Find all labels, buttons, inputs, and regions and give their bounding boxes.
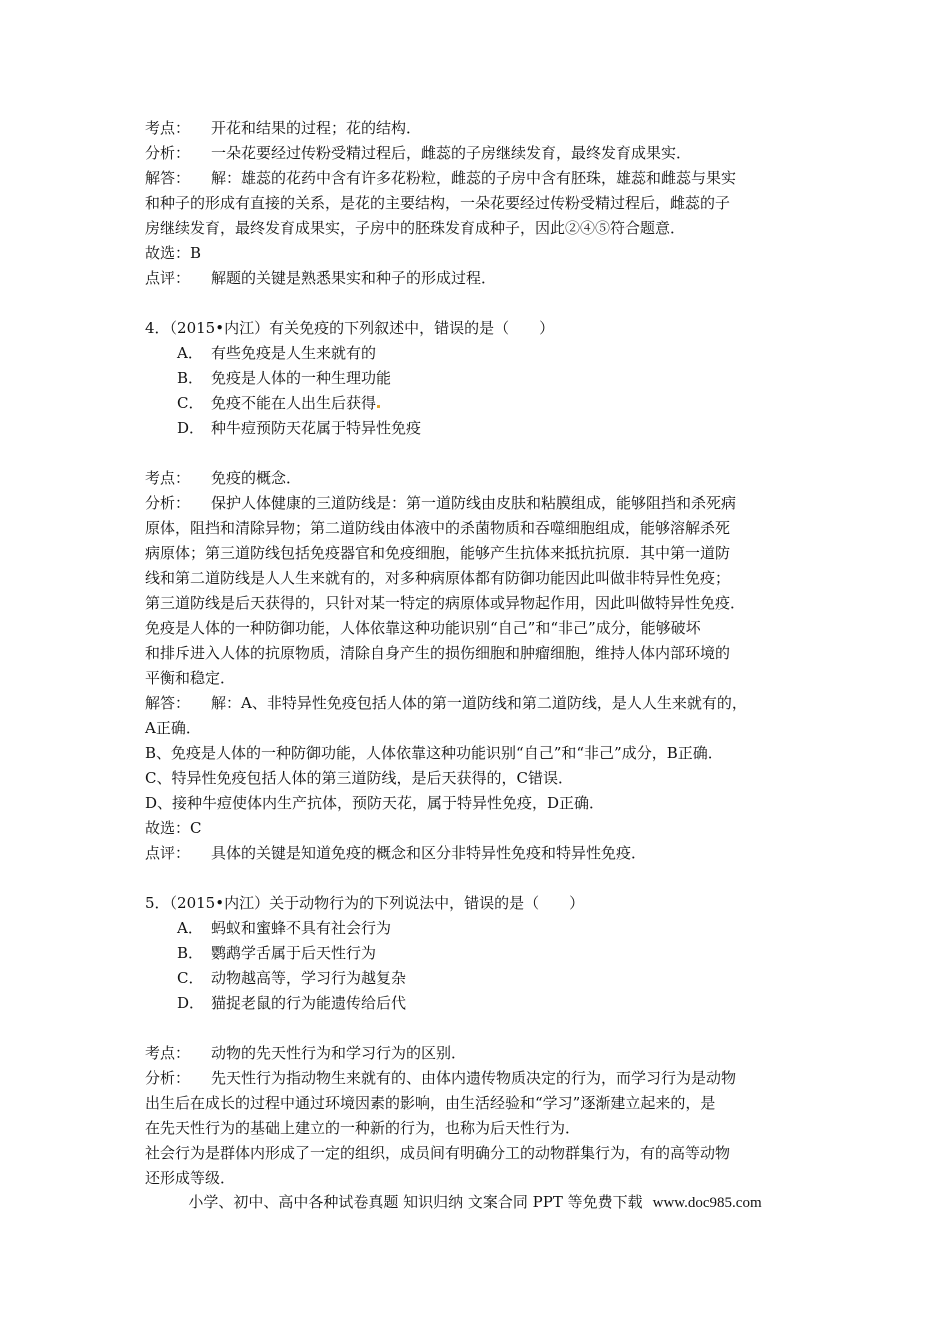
q3-jieda-label: 解答：: [145, 169, 191, 187]
q5-option-b: [145, 941, 810, 966]
q5-fenxi-line: 出生后在成长的过程中通过环境因素的影响，由生活经验和“学习”逐渐建立起来的，是: [145, 1094, 716, 1112]
q4-jieda-label: 解答：: [145, 694, 191, 712]
q4-jieda-line: 解：A、非特异性免疫包括人体的第一道防线和第二道防线，是人人生来就有的，: [211, 694, 747, 712]
option-text: 蚂蚁和蜜蜂不具有社会行为: [211, 919, 392, 937]
q4-fenxi-line: 平衡和稳定．: [145, 669, 236, 687]
option-text: 猫捉老鼠的行为能遗传给后代: [211, 994, 407, 1012]
q3-jieda-line: 解：雄蕊的花药中含有许多花粉粒，雌蕊的子房中含有胚珠，雄蕊和雌蕊与果实: [211, 169, 737, 187]
option-letter: D．: [177, 994, 205, 1012]
option-letter: A．: [177, 344, 203, 362]
q5-option-a: [145, 916, 810, 941]
q3-kaodian-label: 考点：: [145, 119, 191, 137]
q4-fenxi-line: 第三道防线是后天获得的，只针对某一特定的病原体或异物起作用，因此叫做特异性免疫．: [145, 594, 746, 612]
q3-kaodian: [145, 116, 810, 141]
q4-fenxi-label: 分析：: [145, 494, 191, 512]
option-letter: C．: [177, 394, 204, 412]
q4-option-b: [145, 366, 810, 391]
q3-fenxi: [145, 141, 810, 166]
q4-dianping-label: 点评：: [145, 844, 191, 862]
q3-fenxi-label: 分析：: [145, 144, 191, 162]
q5-fenxi: [145, 1066, 810, 1091]
option-text: 免疫不能在人出生后获得: [211, 394, 377, 412]
cursor-mark-icon: [377, 405, 380, 408]
q5-fenxi-label: 分析：: [145, 1069, 191, 1087]
option-letter: D．: [177, 419, 205, 437]
q5-fenxi-line: 还形成等级．: [145, 1169, 236, 1187]
q3-jieda-line: 房继续发育，最终发育成果实，子房中的胚珠发育成种子，因此②④⑤符合题意．: [145, 219, 686, 237]
q4-answer: 故选：C: [145, 819, 202, 837]
q3-dianping-label: 点评：: [145, 269, 191, 287]
option-letter: B．: [177, 944, 204, 962]
q4-fenxi-line: 病原体；第三道防线包括免疫器官和免疫细胞，能够产生抗体来抵抗抗原．其中第一道防: [145, 544, 731, 562]
page-footer: [0, 1190, 950, 1216]
q4-jieda-line: D、接种牛痘使体内生产抗体，预防天花，属于特异性免疫，D正确．: [145, 794, 605, 812]
q4-jieda-line: A正确．: [145, 719, 201, 737]
option-letter: B．: [177, 369, 204, 387]
footer-text: 小学、初中、高中各种试卷真题 知识归纳 文案合同 PPT 等免费下载: [188, 1193, 643, 1211]
q4-fenxi-line: 免疫是人体的一种防御功能，人体依靠这种功能识别“自己”和“非己”成分，能够破坏: [145, 619, 701, 637]
q3-fenxi-text: 一朵花要经过传粉受精过程后，雌蕊的子房继续发育，最终发育成果实．: [211, 144, 692, 162]
document-page: [145, 116, 810, 1191]
q4-option-a: [145, 341, 810, 366]
q5-fenxi-line: 在先天性行为的基础上建立的一种新的行为，也称为后天性行为．: [145, 1119, 581, 1137]
q4-fenxi-line: 保护人体健康的三道防线是：第一道防线由皮肤和粘膜组成，能够阻挡和杀死病: [211, 494, 737, 512]
q4-option-c: [145, 391, 810, 416]
option-text: 动物越高等，学习行为越复杂: [211, 969, 407, 987]
q4-kaodian-text: 免疫的概念．: [211, 469, 302, 487]
q3-dianping: [145, 266, 810, 291]
q4-dianping-text: 具体的关键是知道免疫的概念和区分非特异性免疫和特异性免疫．: [211, 844, 647, 862]
q5-kaodian: [145, 1041, 810, 1066]
q4-jieda-line: C、特异性免疫包括人体的第三道防线，是后天获得的，C错误．: [145, 769, 573, 787]
q4-dianping: [145, 841, 810, 866]
q4-kaodian: [145, 466, 810, 491]
q4-fenxi-line: 原体，阻挡和清除异物；第二道防线由体液中的杀菌物质和吞噬细胞组成，能够溶解杀死: [145, 519, 731, 537]
q5-option-c: [145, 966, 810, 991]
option-text: 鹦鹉学舌属于后天性行为: [211, 944, 377, 962]
q5-fenxi-line: 先天性行为指动物生来就有的、由体内遗传物质决定的行为，而学习行为是动物: [211, 1069, 737, 1087]
q4-kaodian-label: 考点：: [145, 469, 191, 487]
q3-dianping-text: 解题的关键是熟悉果实和种子的形成过程．: [211, 269, 497, 287]
q3-kaodian-text: 开花和结果的过程；花的结构．: [211, 119, 422, 137]
footer-url[interactable]: www.doc985.com: [652, 1195, 762, 1211]
q4-stem: 4．（2015•内江）有关免疫的下列叙述中，错误的是（ ）: [145, 319, 555, 337]
q4-fenxi-line: 线和第二道防线是人人生来就有的，对多种病原体都有防御功能因此叫做非特异性免疫；: [145, 569, 731, 587]
q5-kaodian-label: 考点：: [145, 1044, 191, 1062]
q3-answer: 故选：B: [145, 244, 202, 262]
option-text: 种牛痘预防天花属于特异性免疫: [211, 419, 422, 437]
q4-fenxi-line: 和排斥进入人体的抗原物质，清除自身产生的损伤细胞和肿瘤细胞，维持人体内部环境的: [145, 644, 731, 662]
option-letter: C．: [177, 969, 204, 987]
q5-stem: 5．（2015•内江）关于动物行为的下列说法中，错误的是（ ）: [145, 894, 585, 912]
q5-kaodian-text: 动物的先天性行为和学习行为的区别．: [211, 1044, 467, 1062]
option-text: 有些免疫是人生来就有的: [211, 344, 377, 362]
q4-option-d: [145, 416, 810, 441]
q3-jieda: [145, 166, 810, 191]
q4-fenxi: [145, 491, 810, 516]
q4-jieda: [145, 691, 810, 716]
option-text: 免疫是人体的一种生理功能: [211, 369, 392, 387]
q5-fenxi-line: 社会行为是群体内形成了一定的组织，成员间有明确分工的动物群集行为，有的高等动物: [145, 1144, 731, 1162]
q5-option-d: [145, 991, 810, 1016]
q3-jieda-line: 和种子的形成有直接的关系，是花的主要结构，一朵花要经过传粉受精过程后，雌蕊的子: [145, 194, 731, 212]
option-letter: A．: [177, 919, 203, 937]
q4-jieda-line: B、免疫是人体的一种防御功能，人体依靠这种功能识别“自己”和“非己”成分，B正确．: [145, 744, 723, 762]
